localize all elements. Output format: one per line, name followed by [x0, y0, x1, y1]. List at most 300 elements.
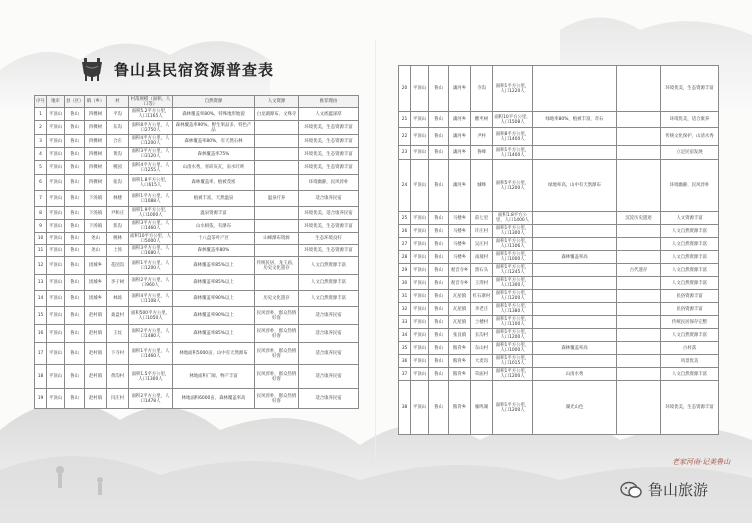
table-cell: 面积1.9平方公里，人口1000人 — [129, 207, 173, 220]
table-cell: 平顶山 — [411, 277, 429, 290]
table-row — [399, 355, 719, 368]
table-cell: 黑石头 — [471, 264, 493, 277]
table-cell: 历史文化遗存 — [255, 291, 299, 307]
table-cell: 面积1平方公里，人口1220人 — [493, 66, 533, 112]
table-cell: 适合康养民宿 — [299, 365, 359, 389]
table-cell — [533, 146, 617, 160]
table-cell: 山水相依，有瀑布 — [173, 220, 255, 233]
table-cell: 平顶山 — [411, 146, 429, 160]
table-row — [399, 264, 719, 277]
table-cell: 17 — [35, 343, 47, 365]
table-cell: 面积1平方公里，人口1300人 — [493, 277, 533, 290]
table-cell: 面积1.8平方公里，人口1400人 — [493, 212, 533, 225]
table-row — [399, 251, 719, 264]
table-cell: 熊背乡 — [449, 355, 471, 368]
table-cell: 瀼河乡 — [449, 66, 471, 112]
table-cell: 环境优美，生态资源丰富 — [299, 148, 359, 161]
table-cell: 四棵树 — [85, 148, 107, 161]
table-cell — [255, 148, 299, 161]
table-cell: 湖光山色 — [533, 381, 617, 435]
table-cell: 鲁山 — [65, 343, 85, 365]
table-cell: 长沟村 — [471, 329, 493, 342]
table-cell: 人文自然资源丰富 — [299, 257, 359, 275]
table-cell — [533, 277, 617, 290]
table-cell — [255, 245, 299, 257]
table-cell: 平顶山 — [47, 307, 65, 325]
page-title: 鲁山县民宿资源普查表 — [114, 60, 275, 79]
table-cell — [617, 381, 661, 435]
table-row — [399, 225, 719, 238]
table-row — [399, 212, 719, 225]
table-cell: 林地面积6000亩，森林覆盖率高 — [173, 389, 255, 409]
table-cell: 鲁山 — [429, 146, 449, 160]
table-cell: 合庄 — [107, 135, 129, 148]
table-cell: 平顶山 — [47, 343, 65, 365]
table-header-row — [35, 96, 359, 108]
brand-slogan: 老家河南·记美鲁山 — [672, 458, 731, 466]
table-cell: 面积1平方公里，人口1015人 — [493, 355, 533, 368]
table-cell: 土楼村 — [471, 316, 493, 329]
table-cell: 赵村镇 — [85, 307, 107, 325]
table-cell: 鲁山 — [65, 121, 85, 135]
table-cell: 传统民居保存完整 — [661, 316, 719, 329]
table-cell: 瓦屋镇 — [449, 290, 471, 303]
table-cell: 民俗资源丰富 — [661, 303, 719, 316]
table-cell: 鲁山 — [429, 368, 449, 381]
table-cell: 瀼河乡 — [449, 160, 471, 212]
table-row — [399, 277, 719, 290]
table-cell — [533, 128, 617, 146]
table-cell — [255, 220, 299, 233]
table-cell — [533, 329, 617, 342]
table-cell: 面积3平方公里，人口1460人 — [129, 220, 173, 233]
table-row — [35, 307, 359, 325]
table-cell: 森林覆盖率90%以上 — [173, 291, 255, 307]
table-cell: 15 — [35, 307, 47, 325]
table-cell: 林楼 — [107, 191, 129, 207]
table-cell: 城峰 — [471, 160, 493, 212]
table-cell: 平顶山 — [411, 290, 429, 303]
table-cell: 四棵树 — [85, 135, 107, 148]
table-cell: 观音寺乡 — [449, 264, 471, 277]
table-cell: 平顶山 — [411, 238, 429, 251]
table-cell: 适合康养民宿 — [299, 191, 359, 207]
table-body-left — [35, 108, 359, 409]
table-cell: 面积1.8平方公里，人口615人 — [129, 175, 173, 191]
table-cell: 鲁山 — [429, 225, 449, 238]
table-cell: 面积1平方公里，人口1000人 — [493, 342, 533, 355]
table-cell: 13 — [35, 275, 47, 291]
table-cell — [617, 355, 661, 368]
table-row — [35, 245, 359, 257]
header-cell: 村 — [107, 96, 129, 108]
table-row — [399, 368, 719, 381]
table-cell: 面积1平方公里，人口1380人 — [493, 303, 533, 316]
table-cell: 平顶山 — [47, 207, 65, 220]
table-cell: 面积1平方公里，人口1200人 — [129, 257, 173, 275]
table-cell: 平顶山 — [411, 160, 429, 212]
table-cell: 面积3平方公里，人口1680人 — [129, 245, 173, 257]
table-cell: 山清水秀，青砖灰瓦，泉水叮咚 — [173, 161, 255, 175]
table-cell — [617, 290, 661, 303]
table-cell — [617, 160, 661, 212]
table-cell: 平顶山 — [47, 108, 65, 121]
table-cell: 1 — [35, 108, 47, 121]
table-cell: 立足民宿发展 — [661, 146, 719, 160]
table-cell: 白龙湖瀑布、文殊寺 — [255, 108, 299, 121]
table-cell: 11 — [35, 245, 47, 257]
table-cell: 环境幽静，民风淳朴 — [661, 160, 719, 212]
table-cell: 适合康养民宿 — [299, 307, 359, 325]
title-block — [78, 54, 274, 84]
table-cell: 下寺村 — [107, 343, 129, 365]
table-cell: 四棵树 — [85, 161, 107, 175]
table-cell: 平顶山 — [411, 128, 429, 146]
table-cell: 鲁山 — [65, 307, 85, 325]
table-cell: 平顶山 — [47, 245, 65, 257]
table-cell: 李老庄 — [471, 303, 493, 316]
table-cell: 适合康养民宿 — [299, 343, 359, 365]
table-cell: 平顶山 — [411, 112, 429, 128]
table-cell: 平顶山 — [47, 325, 65, 343]
table-cell: 森林覆盖率90%，野生果品多，特色产品 — [173, 121, 255, 135]
table-cell: 森林覆盖率高 — [533, 251, 617, 264]
table-cell: 民俗资源丰富 — [661, 290, 719, 303]
table-cell: 下汤镇 — [85, 220, 107, 233]
table-row — [35, 233, 359, 245]
table-cell: 28 — [399, 251, 411, 264]
table-cell: 鲁山 — [65, 135, 85, 148]
table-cell: 传统文化保护，山清水秀 — [661, 128, 719, 146]
table-cell: 鲁峰 — [471, 146, 493, 160]
table-cell: 面积10平方公里，人口1508人 — [493, 112, 533, 128]
table-cell: 花园沟 — [107, 257, 129, 275]
table-cell: 熊背乡 — [449, 381, 471, 435]
table-cell: 森林覆盖率80%，有天然石林 — [173, 135, 255, 148]
table-cell: 尧山 — [85, 233, 107, 245]
table-cell: 面积4平方公里，人口1200人 — [129, 135, 173, 148]
table-cell: 面积8平方公里，人口1400人 — [493, 128, 533, 146]
table-cell: 平顶山 — [47, 291, 65, 307]
table-cell: 山峰瀑布资源 — [255, 233, 299, 245]
table-cell — [533, 225, 617, 238]
table-row — [399, 290, 719, 303]
table-cell: 18 — [35, 365, 47, 389]
table-cell: 民风淳朴，群众热情好客 — [255, 325, 299, 343]
table-cell: 鲁山 — [429, 329, 449, 342]
table-cell: 面积2平方公里，人口1478人 — [129, 389, 173, 409]
table-cell: 环境优美，生态资源丰富 — [299, 245, 359, 257]
table-cell: 鲁山 — [429, 277, 449, 290]
table-cell: 21 — [399, 112, 411, 128]
table-row — [35, 108, 359, 121]
table-cell: 面积1平方公里，人口1300人 — [493, 225, 533, 238]
table-cell: 环境优美，生态资源丰富 — [299, 220, 359, 233]
table-cell: 37 — [399, 368, 411, 381]
table-cell: 瓦屋镇 — [449, 316, 471, 329]
table-cell — [617, 128, 661, 146]
table-row — [35, 257, 359, 275]
table-cell — [617, 303, 661, 316]
table-cell: 赵村镇 — [85, 389, 107, 409]
table-cell: 面积1平方公里，人口1200人 — [493, 368, 533, 381]
table-cell: 黄沟村 — [107, 365, 129, 389]
table-cell: 寺沟 — [471, 66, 493, 112]
table-cell: 面积1平方公里，人口1200人 — [493, 329, 533, 342]
table-cell: 平顶山 — [47, 191, 65, 207]
table-cell: 鲁山 — [429, 342, 449, 355]
table-cell: 鲁山 — [65, 148, 85, 161]
table-cell: 赵村镇 — [85, 343, 107, 365]
table-cell: 34 — [399, 329, 411, 342]
table-cell: 尧山 — [85, 245, 107, 257]
header-cell: 地市 — [47, 96, 65, 108]
table-row — [399, 329, 719, 342]
table-cell: 7 — [35, 191, 47, 207]
table-cell: 民风淳朴，群众热情好客 — [255, 343, 299, 365]
table-cell: 焦沟 — [107, 220, 129, 233]
table-cell: 面积1.5平方公里，人口1300人 — [129, 365, 173, 389]
table-cell: 马楼乡 — [449, 238, 471, 251]
table-cell: 8 — [35, 207, 47, 220]
table-cell: 平顶山 — [47, 135, 65, 148]
table-cell: 鲁山 — [429, 316, 449, 329]
table-cell: 鲁山 — [65, 365, 85, 389]
table-cell: 平顶山 — [411, 329, 429, 342]
table-cell — [617, 66, 661, 112]
table-cell: 森林覆盖率80%，特殊地形地貌 — [173, 108, 255, 121]
table-cell: 马楼乡 — [449, 225, 471, 238]
table-cell: 鲁山 — [429, 264, 449, 277]
table-cell: 平顶山 — [47, 389, 65, 409]
table-cell: 环境优美，生态资源丰富 — [299, 135, 359, 148]
page-fold — [375, 40, 376, 460]
table-row — [399, 238, 719, 251]
table-row — [399, 160, 719, 212]
table-cell: 鲁山 — [429, 355, 449, 368]
table-cell: 张良镇 — [449, 329, 471, 342]
table-cell — [533, 264, 617, 277]
table-cell: 面积1平方公里，人口1100人 — [493, 316, 533, 329]
table-cell: 人文自然资源丰富 — [661, 329, 719, 342]
table-cell: 人文自然资源丰富 — [661, 264, 719, 277]
table-cell: 东山村 — [471, 342, 493, 355]
table-cell — [255, 121, 299, 135]
table-cell: 鲁山 — [65, 108, 85, 121]
table-cell — [533, 212, 617, 225]
table-cell: 鲁山 — [65, 275, 85, 291]
table-cell: 5 — [35, 161, 47, 175]
table-cell: 下汤镇 — [85, 191, 107, 207]
table-row — [35, 191, 359, 207]
table-cell: 桑盘村 — [107, 307, 129, 325]
header-cell: 县（区） — [65, 96, 85, 108]
table-cell: 人文自然资源丰富 — [661, 368, 719, 381]
table-cell: 雁鸣湖 — [471, 381, 493, 435]
table-cell — [533, 290, 617, 303]
table-cell: 团城乡 — [85, 275, 107, 291]
table-cell: 四棵树 — [85, 175, 107, 191]
table-cell: 人文自然资源丰富 — [299, 275, 359, 291]
table-cell: 面积2平方公里，人口1480人 — [129, 325, 173, 343]
table-cell: 森林覆盖率高 — [533, 342, 617, 355]
table-cell: 森林覆盖率85%以上 — [173, 325, 255, 343]
table-cell: 鲁山 — [429, 381, 449, 435]
table-cell: 山清水秀 — [533, 368, 617, 381]
table-row — [399, 112, 719, 128]
table-cell: 绿地率80%，植被丰富，奇石 — [533, 112, 617, 128]
table-cell: 35 — [399, 342, 411, 355]
table-cell: 面积1平方公里，人口1200人 — [493, 381, 533, 435]
table-cell: 人文自然资源丰富 — [661, 225, 719, 238]
table-cell: 林地面积广阔，物产丰富 — [173, 365, 255, 389]
header-cell: 人文资源 — [255, 96, 299, 108]
table-cell: 鲁山 — [65, 389, 85, 409]
table-cell: 平沟 — [107, 108, 129, 121]
table-cell: 闫庄村 — [107, 389, 129, 409]
table-cell: 10 — [35, 233, 47, 245]
table-cell: 30 — [399, 277, 411, 290]
table-cell: 森林覆盖率85%以上 — [173, 257, 255, 275]
table-cell: 温泉资源丰富 — [173, 207, 255, 220]
table-cell: 平顶山 — [47, 148, 65, 161]
table-cell: 平顶山 — [411, 264, 429, 277]
table-cell: 民风淳朴，群众热情好客 — [255, 365, 299, 389]
table-cell: 12 — [35, 257, 47, 275]
table-cell: 面积5平方公里，人口1200人 — [493, 160, 533, 212]
table-cell: 平顶山 — [47, 121, 65, 135]
table-cell: 36 — [399, 355, 411, 368]
table-cell: 桃林 — [107, 233, 129, 245]
table-row — [35, 325, 359, 343]
table-cell: 鲁山 — [65, 245, 85, 257]
table-body-right — [399, 66, 719, 435]
table-cell: 人文自然资源丰富 — [661, 277, 719, 290]
table-cell — [617, 316, 661, 329]
table-cell: 熊背乡 — [449, 342, 471, 355]
table-row — [35, 389, 359, 409]
table-cell: 19 — [35, 389, 47, 409]
table-cell: 南坡村 — [471, 251, 493, 264]
table-cell: 观音寺乡 — [449, 277, 471, 290]
table-cell: 环境优美，生态资源丰富 — [299, 121, 359, 135]
table-cell: 面积1平方公里，人口1400人 — [493, 146, 533, 160]
table-cell: 25 — [399, 212, 411, 225]
table-cell: 人文自然资源丰富 — [661, 251, 719, 264]
table-cell: 吴庄村 — [471, 238, 493, 251]
table-cell: 面积1平方公里，人口1088人 — [129, 191, 173, 207]
table-cell: 王坟 — [107, 325, 129, 343]
table-row — [35, 275, 359, 291]
table-cell — [255, 135, 299, 148]
table-cell: 面积2平方公里，人口960人 — [129, 275, 173, 291]
table-cell: 20 — [399, 66, 411, 112]
table-cell — [255, 161, 299, 175]
table-cell: 东沟 — [107, 121, 129, 135]
table-cell: 平顶山 — [47, 275, 65, 291]
table-cell: 赵村镇 — [85, 365, 107, 389]
table-cell: 22 — [399, 128, 411, 146]
table-row — [35, 175, 359, 191]
table-cell: 绿地率高，山中有天然瀑布 — [533, 160, 617, 212]
table-cell: 环境优美，生态资源丰富 — [299, 161, 359, 175]
table-cell — [617, 342, 661, 355]
table-cell: 团城乡 — [85, 257, 107, 275]
table-cell: 尹和庄 — [107, 207, 129, 220]
wechat-watermark — [620, 479, 708, 500]
table-cell: 鲁山 — [65, 191, 85, 207]
table-cell: 鲁山 — [429, 160, 449, 212]
table-cell: 鲁山 — [65, 291, 85, 307]
table-cell: 环境优美，生态资源丰富 — [661, 381, 719, 435]
table-cell: 瀼河乡 — [449, 128, 471, 146]
table-row — [399, 66, 719, 112]
table-cell — [617, 329, 661, 342]
table-cell: 温泉疗养 — [255, 191, 299, 207]
table-cell — [533, 66, 617, 112]
table-row — [35, 207, 359, 220]
table-cell — [617, 112, 661, 128]
table-cell: 红石寨村 — [471, 290, 493, 303]
table-cell: 9 — [35, 220, 47, 233]
table-cell — [255, 275, 299, 291]
table-cell: 4 — [35, 148, 47, 161]
table-cell — [617, 368, 661, 381]
table-cell — [255, 207, 299, 220]
table-cell: 平顶山 — [411, 368, 429, 381]
table-cell: 29 — [399, 264, 411, 277]
header-cell: 序号 — [35, 96, 47, 108]
table-cell: 森林覆盖率，植被茂密 — [173, 175, 255, 191]
header-cell: 村落规模（面积、人口等） — [129, 96, 173, 108]
table-cell: 平顶山 — [47, 175, 65, 191]
table-cell: 适合康养民宿 — [299, 325, 359, 343]
table-cell: 面积1平方公里，人口1106人 — [493, 238, 533, 251]
table-cell: 马楼乡 — [449, 212, 471, 225]
table-cell: 鲁山 — [65, 220, 85, 233]
table-cell: 面积500平方公里，人口1050人 — [129, 307, 173, 325]
table-cell: 古代遗存 — [617, 264, 661, 277]
table-cell: 平顶山 — [47, 233, 65, 245]
table-cell: 14 — [35, 291, 47, 307]
table-row — [399, 342, 719, 355]
table-cell: 平顶山 — [411, 355, 429, 368]
table-row — [399, 128, 719, 146]
table-cell: 四棵树 — [85, 108, 107, 121]
table-cell: 平顶山 — [411, 251, 429, 264]
table-cell: 草庙村 — [471, 368, 493, 381]
table-cell: 面积1平方公里，人口1000人 — [493, 251, 533, 264]
table-cell — [617, 251, 661, 264]
table-cell: 林地面积5000亩，山中有天然瀑布 — [173, 343, 255, 365]
table-cell: 平顶山 — [47, 161, 65, 175]
table-cell: 风景优美 — [661, 355, 719, 368]
table-cell: 平顶山 — [47, 257, 65, 275]
table-cell: 平顶山 — [411, 303, 429, 316]
table-cell: 6 — [35, 175, 47, 191]
table-cell: 传统民居，龙王庙，历史文化遗存 — [255, 257, 299, 275]
table-cell: 平顶山 — [411, 212, 429, 225]
header-cell: 推荐理由 — [299, 96, 359, 108]
bronze-vessel-icon — [78, 56, 106, 82]
table-cell: 十八盘茶叶产区 — [173, 233, 255, 245]
table-row — [399, 381, 719, 435]
table-cell: 鲁山 — [65, 161, 85, 175]
table-cell: 鲁山 — [65, 175, 85, 191]
table-cell: 古村落 — [661, 342, 719, 355]
table-cell: 面积1平方公里，人口1460人 — [129, 343, 173, 365]
table-cell: 鲁山 — [429, 238, 449, 251]
